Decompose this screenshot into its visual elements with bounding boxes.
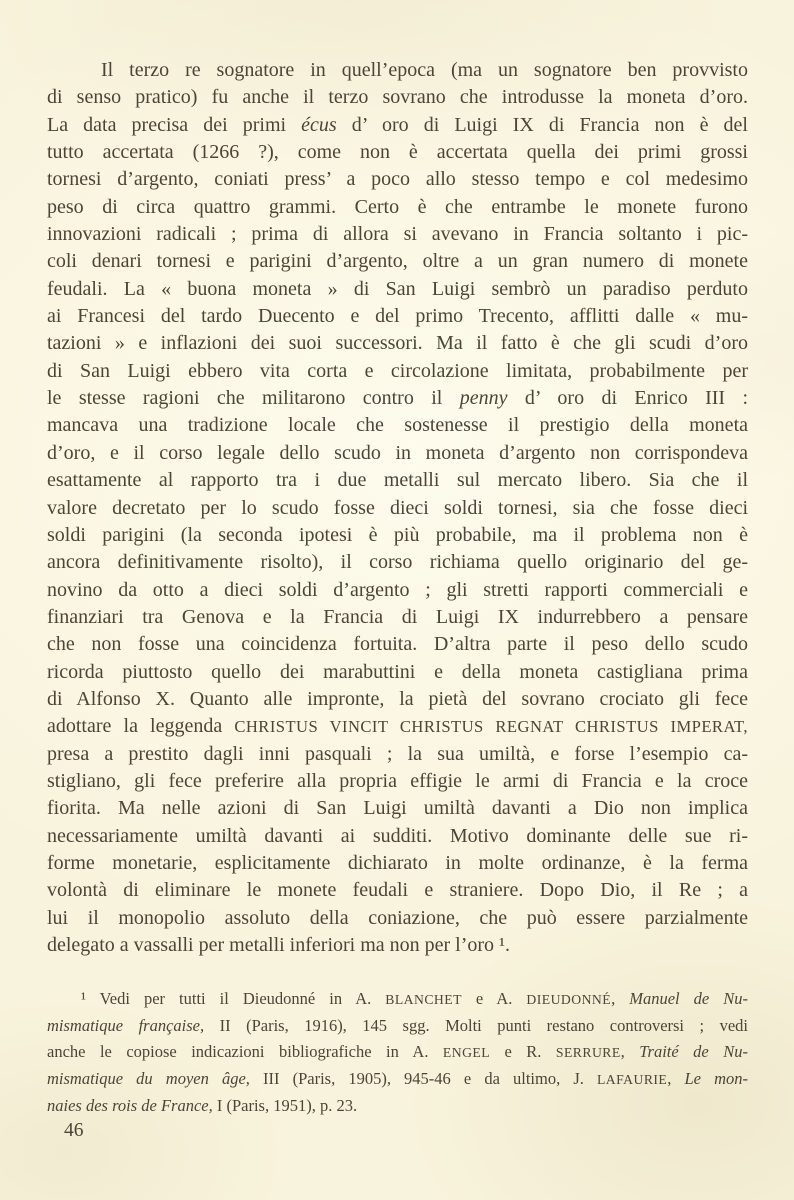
text-line — [47, 741, 748, 768]
text-line — [47, 330, 748, 357]
text-segment: d’ oro di Enrico III : — [507, 387, 748, 410]
footnote — [47, 986, 748, 1119]
text-line — [47, 877, 748, 904]
text-line — [47, 139, 748, 166]
text-line — [47, 850, 748, 877]
smallcaps-text: LAFAURIE — [596, 1072, 668, 1088]
italic-text: naies des rois de France, — [47, 1096, 213, 1116]
text-segment: presa a prestito dagli inni pasquali ; la sua umiltà, e forse l’esempio ca- — [47, 742, 748, 765]
text-segment: di San Luigi ebbero vita corta e circolazione limitata, probabilmente per — [47, 359, 748, 382]
text-line — [47, 522, 748, 549]
text-segment: soldi parigini (la seconda ipotesi è più probabile, ma il problema non è — [47, 523, 748, 546]
text-segment: I (Paris, 1951), p. 23. — [212, 1096, 358, 1116]
text-line — [47, 194, 748, 221]
italic-text: Manuel de Nu- — [629, 989, 748, 1009]
text-segment: valore decretato per lo scudo fosse dieci soldi tornesi, sia che fosse dieci — [47, 496, 748, 519]
text-line — [47, 303, 748, 330]
text-line — [47, 84, 748, 111]
text-segment: lui il monopolio assoluto della coniazione, che può essere parzialmente — [47, 906, 748, 929]
text-segment: novino da otto a dieci soldi d’argento ; gli stretti rapporti commerciali e — [47, 578, 748, 601]
text-segment: ai Francesi del tardo Duecento e del primo Trecento, afflitti dalle « mu- — [47, 305, 748, 328]
italic-text: Le mon- — [684, 1069, 748, 1089]
text-segment: Il terzo re sognatore in quell’epoca (ma un sognatore ben provvisto — [101, 59, 748, 81]
page-content — [47, 57, 748, 1119]
text-segment: La data precisa dei primi — [47, 113, 302, 136]
text-segment: innovazioni radicali ; prima di allora si avevano in Francia soltanto i pic- — [47, 223, 748, 246]
text-segment: delegato a vassalli per metalli inferiori ma non per l’oro ¹. — [47, 934, 511, 956]
text-segment: II (Paris, 1916), 145 sgg. Molti punti restano controversi ; vedi — [204, 1016, 748, 1036]
text-line — [47, 986, 748, 1013]
text-segment: esattamente al rapporto tra i due metalli sul mercato libero. Sia che il — [47, 469, 748, 492]
text-line — [47, 248, 748, 275]
text-segment: anche le copiose indicazioni bibliografiche in A. — [47, 1042, 443, 1062]
text-line — [47, 358, 748, 385]
text-segment: tornesi d’argento, coniati press’ a poco allo stesso tempo e col medesimo — [47, 168, 748, 191]
smallcaps-text: SERRURE — [555, 1045, 621, 1061]
text-segment: , — [611, 989, 630, 1009]
text-segment: e R. — [490, 1042, 556, 1062]
text-line — [47, 932, 748, 959]
text-segment: coli denari tornesi e parigini d’argento, oltre a un gran numero di monete — [47, 250, 748, 273]
text-segment: finanziari tra Genova e la Francia di Luigi IX indurrebbero a pensare — [47, 605, 748, 628]
text-line — [47, 631, 748, 658]
text-line — [47, 823, 748, 850]
italic-text: mismatique du moyen âge, — [47, 1069, 250, 1089]
text-segment: necessariamente umiltà davanti ai sudditi. Motivo dominante delle sue ri- — [47, 824, 748, 847]
page-number: 46 — [64, 1120, 84, 1141]
text-line — [47, 467, 748, 494]
text-line — [47, 112, 748, 139]
text-segment: ricorda piuttosto quello dei marabuttini e della moneta castigliana prima — [47, 660, 748, 683]
text-line — [47, 221, 748, 248]
italic-text: écus — [301, 113, 337, 136]
text-line — [47, 495, 748, 522]
smallcaps-text: BLANCHET — [385, 992, 462, 1008]
text-segment: tazioni » e inflazioni dei suoi successori. Ma il fatto è che gli scudi d’oro — [47, 332, 748, 355]
text-line — [47, 713, 748, 740]
text-segment: , — [667, 1069, 685, 1089]
smallcaps-text: CHRISTUS VINCIT CHRISTUS REGNAT CHRISTUS IMPERAT, — [234, 717, 748, 737]
text-segment: d’ oro di Luigi IX di Francia non è del — [336, 113, 748, 136]
text-line — [47, 604, 748, 631]
text-line — [47, 57, 748, 84]
text-segment: ancora definitivamente risolto), il corso richiama quello originario del ge- — [47, 551, 748, 574]
text-segment: di senso pratico) fu anche il terzo sovrano che introdusse la moneta d’oro. — [47, 86, 748, 109]
text-line — [47, 659, 748, 686]
text-segment: peso di circa quattro grammi. Certo è che entrambe le monete furono — [47, 195, 748, 218]
text-segment: , — [620, 1042, 640, 1062]
smallcaps-text: DIEUDONNÉ — [526, 992, 612, 1008]
text-segment: tutto accertata (1266 ?), come non è accertata quella dei primi grossi — [47, 141, 748, 164]
text-line — [47, 905, 748, 932]
text-segment: forme monetarie, esplicitamente dichiarato in molte ordinanze, è la ferma — [47, 851, 748, 874]
text-line — [47, 795, 748, 822]
text-line — [47, 412, 748, 439]
text-line — [47, 1093, 748, 1119]
body-text — [47, 57, 748, 959]
text-segment: d’oro, e il corso legale dello scudo in moneta d’argento non corrispondeva — [47, 441, 748, 464]
text-line — [47, 577, 748, 604]
text-segment: le stesse ragioni che militarono contro il — [47, 387, 460, 410]
text-line — [47, 1066, 748, 1093]
text-segment: fiorita. Ma nelle azioni di San Luigi umiltà davanti a Dio non implica — [47, 797, 748, 820]
text-segment: ¹ Vedi per tutti il Dieudonné in A. — [81, 989, 386, 1009]
italic-text: penny — [459, 387, 508, 410]
text-line — [47, 1039, 748, 1066]
text-line — [47, 440, 748, 467]
text-segment: mancava una tradizione locale che sostenesse il prestigio della moneta — [47, 414, 748, 437]
text-segment: feudali. La « buona moneta » di San Luigi sembrò un paradiso perduto — [47, 277, 748, 300]
smallcaps-text: ENGEL — [442, 1045, 491, 1061]
italic-text: mismatique française, — [47, 1016, 205, 1036]
text-line — [47, 549, 748, 576]
text-line — [47, 385, 748, 412]
text-segment: volontà di eliminare le monete feudali e straniere. Dopo Dio, il Re ; a — [47, 879, 748, 902]
text-line — [47, 686, 748, 713]
text-segment: III (Paris, 1905), 945-46 e da ultimo, J. — [249, 1069, 597, 1089]
text-segment: stigliano, gli fece preferire alla propria effigie le armi di Francia e la croce — [47, 769, 748, 792]
text-segment: e A. — [461, 989, 527, 1009]
text-line — [47, 166, 748, 193]
text-segment: che non fosse una coincidenza fortuita. D’altra parte il peso dello scudo — [47, 633, 748, 656]
text-line — [47, 768, 748, 795]
text-segment: adottare la leggenda — [47, 715, 235, 738]
italic-text: Traité de Nu- — [639, 1042, 748, 1062]
text-line — [47, 276, 748, 303]
text-segment: di Alfonso X. Quanto alle impronte, la pietà del sovrano crociato gli fece — [47, 687, 748, 710]
text-line — [47, 1013, 748, 1039]
